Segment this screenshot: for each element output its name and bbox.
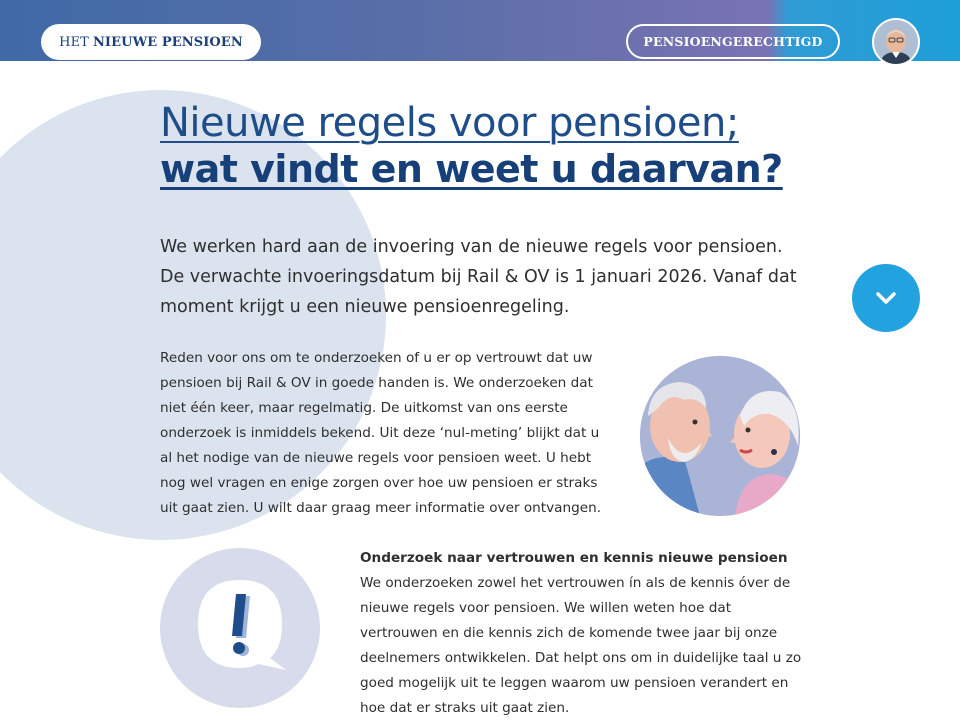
user-avatar[interactable] — [872, 18, 920, 66]
title-line-2: wat vindt en weet u daarvan? — [160, 147, 783, 191]
section-heading: Onderzoek naar vertrouwen en kennis nieuwe pensioen — [360, 550, 788, 566]
intro-text: We werken hard aan de invoering van de nieuwe regels voor pensioen. De verwachte invoeringsdatum bij Rail & OV is 1 januari 2026. Vanaf dat moment krijgt u een nieuwe pensioenregeling. — [160, 237, 797, 317]
top-bar — [0, 0, 960, 61]
section-body: We onderzoeken zowel het vertrouwen ín als de kennis óver de nieuwe regels voor pensioen. We willen weten hoe dat vertrouwen en die kennis zich de komende twee jaar bij onze deelnemers ontwikkelen. Dat helpt ons om in duidelijke taal u zo goed mogelijk uit te leggen waarom uw pensioen verandert en hoe dat er straks uit gaat zien. — [360, 575, 802, 716]
title-line-1: Nieuwe regels voor pensioen; — [160, 100, 739, 146]
chevron-down-icon — [873, 285, 899, 311]
brand-bold-text: NIEUWE PENSIOEN — [92, 34, 243, 50]
elderly-couple-illustration — [640, 356, 800, 516]
page-title — [160, 100, 860, 192]
scroll-down-button[interactable] — [852, 264, 920, 332]
exclamation-bubble-icon — [160, 548, 320, 708]
paragraph-intro-research: Reden voor ons om te onderzoeken of u er op vertrouwt dat uw pensioen bij Rail & OV in goede handen is. We onderzoeken dat niet één keer, maar regelmatig. De uitkomst van ons eerste onderzoek is inmiddels bekend. Uit deze ‘nul-meting’ blijkt dat u al het nodige van de nieuwe regels voor pensioen weet. U hebt nog wel vragen en enige zorgen over hoe uw pensioen er straks uit gaat zien. U wilt daar graag meer informatie over ontvangen. — [160, 350, 602, 516]
brand-logo-link[interactable] — [41, 24, 261, 60]
brand-light-text: HET — [59, 34, 89, 50]
research-section — [360, 546, 810, 720]
status-button[interactable]: PENSIOENGERECHTIGD — [626, 24, 840, 59]
